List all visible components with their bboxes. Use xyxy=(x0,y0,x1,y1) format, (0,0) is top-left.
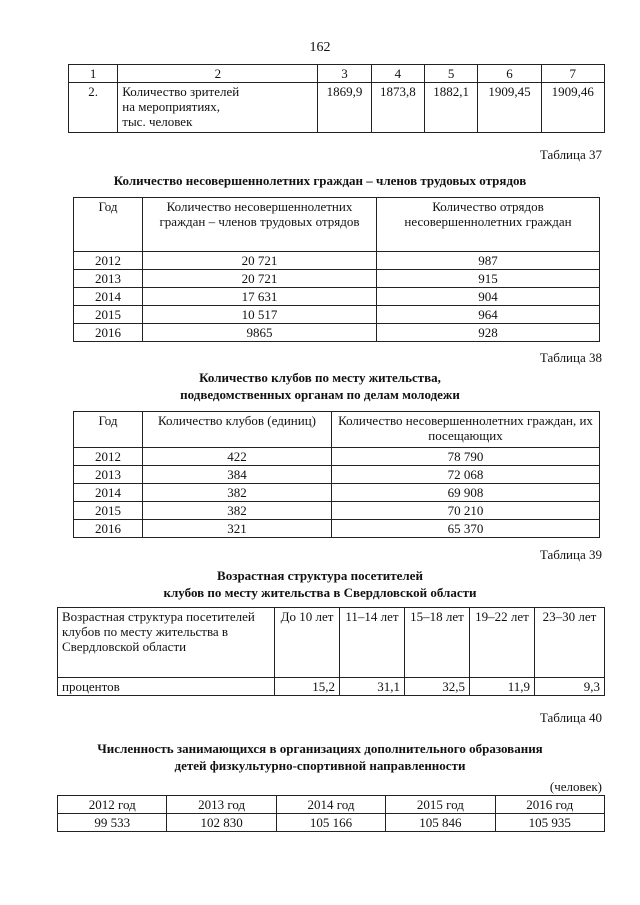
col-header: 11–14 лет xyxy=(340,608,405,678)
row-name-line: Количество зрителей xyxy=(122,84,240,99)
table-row xyxy=(74,520,600,538)
table-row xyxy=(74,448,600,466)
row-label: процентов xyxy=(58,678,275,696)
title-line: Возрастная структура посетителей xyxy=(217,568,423,583)
cell-year: 2014 xyxy=(74,288,143,306)
cell-value: 382 xyxy=(143,484,332,502)
cell-year: 2014 xyxy=(74,484,143,502)
col-header: 1 xyxy=(69,65,118,83)
table-row xyxy=(74,484,600,502)
cell-value: 928 xyxy=(377,324,600,342)
table-row xyxy=(74,502,600,520)
cell-value: 1909,45 xyxy=(478,83,541,133)
cell-value: 69 908 xyxy=(332,484,600,502)
cell-value: 915 xyxy=(377,270,600,288)
cell-value: 15,2 xyxy=(275,678,340,696)
title-line: Количество клубов по месту жительства, xyxy=(199,370,441,385)
col-header: Количество отрядов несовершеннолетних граждан xyxy=(377,198,600,252)
page-number: 162 xyxy=(309,40,331,55)
cell-value: 105 166 xyxy=(276,814,385,832)
cell-year: 2013 xyxy=(74,466,143,484)
table-37-label: Таблица 37 xyxy=(539,147,602,162)
table-row xyxy=(58,678,605,696)
table-header-row xyxy=(58,796,605,814)
table-row xyxy=(69,83,605,133)
table-40 xyxy=(57,795,605,832)
cell-value: 99 533 xyxy=(58,814,167,832)
continuation-table xyxy=(68,64,605,133)
title-line: подведомственных органам по делам молодежи xyxy=(180,387,460,402)
cell-value: 31,1 xyxy=(340,678,405,696)
cell-value: 10 517 xyxy=(143,306,377,324)
table-38-label: Таблица 38 xyxy=(539,350,602,365)
cell-value: 102 830 xyxy=(167,814,276,832)
table-row xyxy=(74,306,600,324)
title-line: клубов по месту жительства в Свердловской области xyxy=(163,585,477,600)
col-header: До 10 лет xyxy=(275,608,340,678)
table-37 xyxy=(73,197,600,342)
col-header: 2012 год xyxy=(58,796,167,814)
table-38 xyxy=(73,411,600,538)
table-39-title xyxy=(0,567,640,601)
col-header: 2013 год xyxy=(167,796,276,814)
cell-year: 2012 xyxy=(74,448,143,466)
col-header: Год xyxy=(74,198,143,252)
cell-value: 904 xyxy=(377,288,600,306)
col-header: 2015 год xyxy=(386,796,495,814)
cell-value: 9865 xyxy=(143,324,377,342)
cell-value: 17 631 xyxy=(143,288,377,306)
cell-year: 2012 xyxy=(74,252,143,270)
cell-value: 65 370 xyxy=(332,520,600,538)
table-header-row xyxy=(58,608,605,678)
table-38-title xyxy=(0,369,640,403)
col-header: 15–18 лет xyxy=(405,608,470,678)
table-header-row xyxy=(74,412,600,448)
cell-value: 422 xyxy=(143,448,332,466)
col-header: 2016 год xyxy=(495,796,604,814)
table-40-unit: (человек) xyxy=(549,779,602,794)
table-row xyxy=(74,324,600,342)
table-row xyxy=(74,466,600,484)
cell-value: 70 210 xyxy=(332,502,600,520)
table-40-title xyxy=(0,740,640,774)
col-header: 19–22 лет xyxy=(470,608,535,678)
cell-value: 321 xyxy=(143,520,332,538)
title-line: детей физкультурно-спортивной направленности xyxy=(174,758,466,773)
row-name xyxy=(118,83,318,133)
cell-year: 2013 xyxy=(74,270,143,288)
cell-value: 987 xyxy=(377,252,600,270)
row-number: 2. xyxy=(69,83,118,133)
table-row xyxy=(74,270,600,288)
col-header: 4 xyxy=(371,65,424,83)
cell-value: 11,9 xyxy=(470,678,535,696)
table-row xyxy=(74,288,600,306)
col-header: 6 xyxy=(478,65,541,83)
col-header: Возрастная структура посетителей клубов по месту жительства в Свердловской области xyxy=(58,608,275,678)
col-header: 2014 год xyxy=(276,796,385,814)
cell-value: 1869,9 xyxy=(318,83,371,133)
cell-value: 9,3 xyxy=(535,678,605,696)
col-header: Количество несовершеннолетних граждан – членов трудовых отрядов xyxy=(143,198,377,252)
table-39 xyxy=(57,607,605,696)
cell-year: 2016 xyxy=(74,520,143,538)
table-row xyxy=(74,252,600,270)
cell-year: 2015 xyxy=(74,502,143,520)
cell-value: 72 068 xyxy=(332,466,600,484)
table-row xyxy=(58,814,605,832)
title-line: Численность занимающихся в организациях дополнительного образования xyxy=(97,741,543,756)
table-40-label: Таблица 40 xyxy=(539,710,602,725)
cell-value: 78 790 xyxy=(332,448,600,466)
cell-value: 1882,1 xyxy=(424,83,477,133)
col-header: 23–30 лет xyxy=(535,608,605,678)
cell-year: 2016 xyxy=(74,324,143,342)
row-name-line: тыс. человек xyxy=(122,114,193,129)
col-header: Количество несовершеннолетних граждан, их посещающих xyxy=(332,412,600,448)
cell-value: 382 xyxy=(143,502,332,520)
row-name-line: на мероприятиях, xyxy=(122,99,221,114)
cell-value: 1909,46 xyxy=(541,83,604,133)
col-header: Количество клубов (единиц) xyxy=(143,412,332,448)
cell-value: 105 935 xyxy=(495,814,604,832)
col-header: 5 xyxy=(424,65,477,83)
table-39-label: Таблица 39 xyxy=(539,547,602,562)
cell-value: 384 xyxy=(143,466,332,484)
cell-value: 1873,8 xyxy=(371,83,424,133)
cell-value: 20 721 xyxy=(143,252,377,270)
cell-value: 32,5 xyxy=(405,678,470,696)
col-header: 7 xyxy=(541,65,604,83)
table-header-row xyxy=(74,198,600,252)
col-header: 3 xyxy=(318,65,371,83)
cell-value: 105 846 xyxy=(386,814,495,832)
col-header: 2 xyxy=(118,65,318,83)
cell-year: 2015 xyxy=(74,306,143,324)
cell-value: 20 721 xyxy=(143,270,377,288)
table-37-title: Количество несовершеннолетних граждан – членов трудовых отрядов xyxy=(113,173,527,188)
col-header: Год xyxy=(74,412,143,448)
table-header-row xyxy=(69,65,605,83)
cell-value: 964 xyxy=(377,306,600,324)
